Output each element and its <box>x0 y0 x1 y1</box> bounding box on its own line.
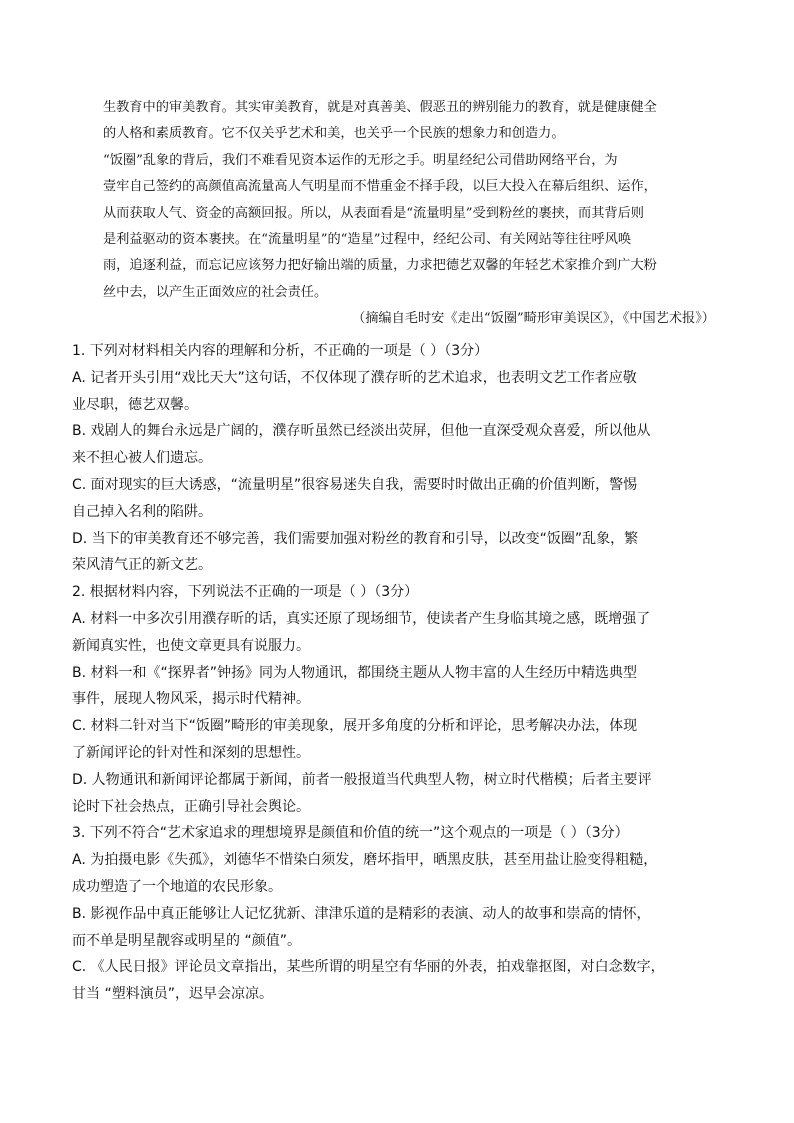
question-3-option-a: A. 为拍摄电影《失孤》，刘德华不惜染白须发，磨坏指甲，晒黑皮肤，甚至用盐让脸变得粗糙， <box>72 852 658 869</box>
question-2-option-a-cont: 新闻真实性，也使文章更具有说服力。 <box>72 637 310 654</box>
question-section <box>72 338 722 1008</box>
question-1-option-a-cont: 业尽职，德艺双馨。 <box>72 396 198 413</box>
material-line: 从而获取人气、资金的高额回报。所以，从表面看是“流量明星”受到粉丝的裹挟，而其背后则 <box>103 205 644 221</box>
material-line: 丝中去，以产生正面效应的社会责任。 <box>103 284 328 300</box>
question-3-stem: 3. 下列不符合“艺术家追求的理想境界是颜值和价值的统一”这个观点的一项是（ ）（3分） <box>72 825 629 842</box>
question-1-option-c: C. 面对现实的巨大诱惑，“流量明星”很容易迷失自我，需要时时做出正确的价值判断，警惕 <box>72 476 638 493</box>
question-3-option-c: C. 《人民日报》评论员文章指出，某些所谓的明星空有华丽的外表，拍戏靠抠图，对白念数字， <box>72 959 665 976</box>
question-1-option-d-cont: 荣风清气正的新文艺。 <box>72 557 212 574</box>
question-1-option-b: B. 戏剧人的舞台永远是广阔的，濮存昕虽然已经淡出荧屏，但他一直深受观众喜爱，所以他从 <box>72 423 651 440</box>
material-line: 生教育中的审美教育。其实审美教育，就是对真善美、假恶丑的辨别能力的教育，就是健康健全 <box>103 100 657 115</box>
question-2-option-d: D. 人物通讯和新闻评论都属于新闻，前者一般报道当代典型人物，树立时代楷模；后者主要评 <box>72 771 652 788</box>
material-source: （摘编自毛时安《走出“饭圈”畸形审美误区》，《中国艺术报》） <box>352 311 715 327</box>
question-2-option-c-cont: 了新闻评论的针对性和深刻的思想性。 <box>72 744 310 761</box>
question-1-stem: 1. 下列对材料相关内容的理解和分析，不正确的一项是（ ）（3分） <box>72 343 489 359</box>
question-1-option-a: A. 记者开头引用“戏比天大”这句话，不仅体现了濮存昕的艺术追求，也表明文艺工作者应敬 <box>72 369 637 386</box>
question-3-option-b: B. 影视作品中真正能够让人记忆犹新、津津乐道的是精彩的表演、动人的故事和崇高的情怀， <box>72 905 651 922</box>
question-1-option-c-cont: 自己掉入名利的陷阱。 <box>72 503 212 520</box>
question-2-option-b-cont: 事件，展现人物风采，揭示时代精神。 <box>72 691 310 708</box>
material-line: “饭圈”乱象的背后，我们不难看见资本运作的无形之手。明星经纪公司借助网络平台，为 <box>103 152 618 168</box>
question-3-option-c-cont: 甘当 “塑料演员”，迟早会凉凉。 <box>72 986 273 1003</box>
material-excerpt <box>103 95 715 333</box>
question-3-option-a-cont: 成功塑造了一个地道的农民形象。 <box>72 878 282 895</box>
question-2-option-a: A. 材料一中多次引用濮存昕的话，真实还原了现场细节，使读者产生身临其境之感，既增强了 <box>72 610 651 627</box>
material-line: 雨，追逐利益，而忘记应该努力把好输出端的质量，力求把德艺双馨的年轻艺术家推介到广大粉 <box>103 258 657 274</box>
question-1-option-b-cont: 来不担心被人们遗忘。 <box>72 450 212 467</box>
question-2-option-c: C. 材料二针对当下“饭圈”畸形的审美现象，展开多角度的分析和评论，思考解决办法，体现 <box>72 718 638 735</box>
question-2-stem: 2. 根据材料内容，下列说法不正确的一项是（ ）（3分） <box>72 584 419 601</box>
material-line: 壹牢自己签约的高颜值高流量高人气明星而不惜重金不择手段，以巨大投入在幕后组织、运作， <box>103 179 657 195</box>
material-line: 的人格和素质教育。它不仅关乎艺术和美，也关乎一个民族的想象力和创造力。 <box>103 126 565 142</box>
question-3-option-b-cont: 而不单是明星靓容或明星的 “颜值”。 <box>72 932 301 949</box>
question-2-option-b: B. 材料一和《“探界者”钟扬》同为人物通讯，都围绕主题从人物丰富的人生经历中精选典型 <box>72 664 638 681</box>
question-1-option-d: D. 当下的审美教育还不够完善，我们需要加强对粉丝的教育和引导，以改变“饭圈”乱象，繁 <box>72 530 639 547</box>
material-line: 是利益驱动的资本裹挟。在“流量明星”的“造星”过程中，经纪公司、有关网站等往往呼风唤 <box>103 232 632 248</box>
question-2-option-d-cont: 论时下社会热点，正确引导社会舆论。 <box>72 798 310 815</box>
